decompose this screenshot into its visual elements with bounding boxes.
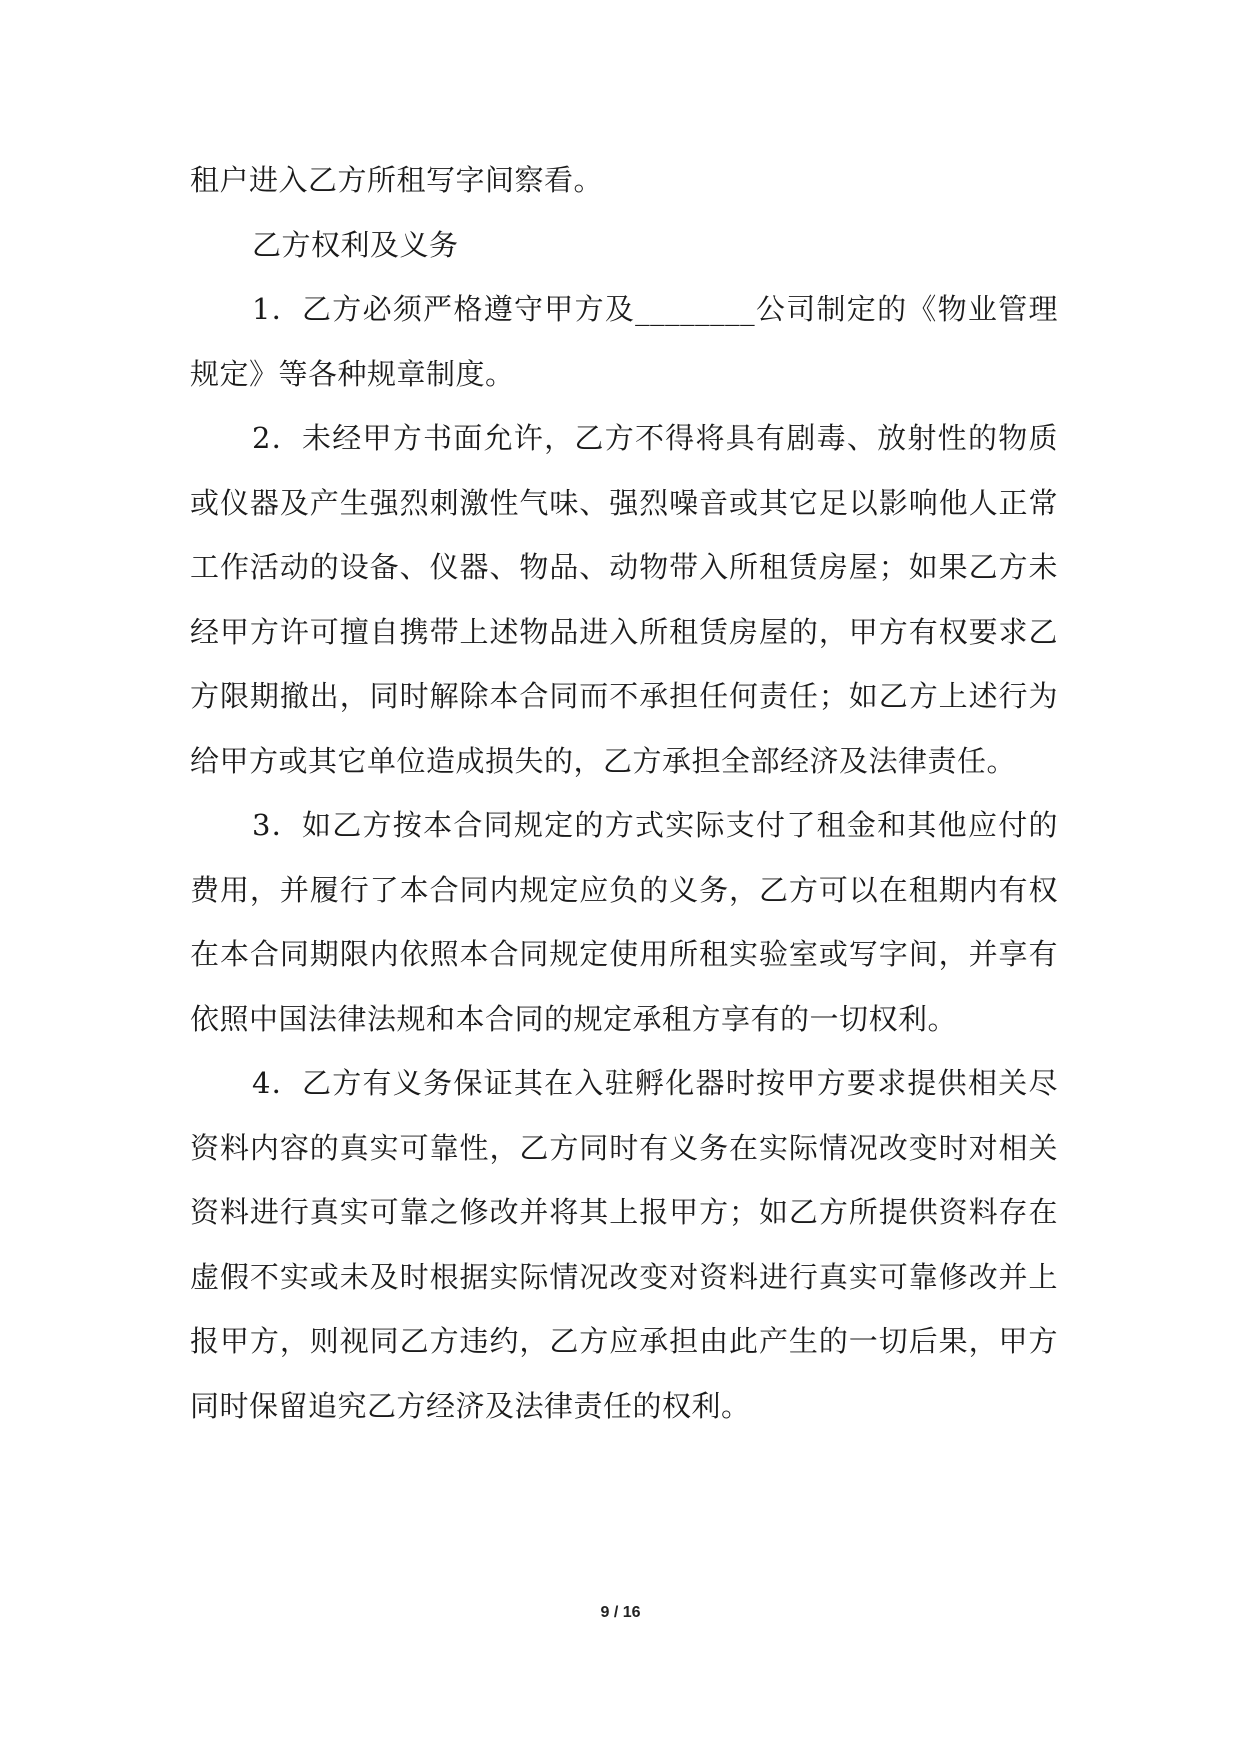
clause-3: 3．如乙方按本合同规定的方式实际支付了租金和其他应付的费用，并履行了本合同内规定应负的义务，乙方可以在租期内有权在本合同期限内依照本合同规定使用所租实验室或写字间，并享有依照中国法律法规和本合同的规定承租方享有的一切权利。 (190, 808, 1058, 1036)
clause-2: 2．未经甲方书面允许，乙方不得将具有剧毒、放射性的物质或仪器及产生强烈刺激性气味、强烈噪音或其它足以影响他人正常工作活动的设备、仪器、物品、动物带入所租赁房屋；如果乙方未经甲方许可擅自携带上述物品进入所租赁房屋的，甲方有权要求乙方限期撤出，同时解除本合同而不承担任何责任；如乙方上述行为给甲方或其它单位造成损失的，乙方承担全部经济及法律责任。 (190, 421, 1058, 778)
section-heading: 乙方权利及义务 (252, 227, 459, 262)
page-number: 9 / 16 (600, 1604, 641, 1621)
clause-4: 4．乙方有义务保证其在入驻孵化器时按甲方要求提供相关尽资料内容的真实可靠性，乙方同时有义务在实际情况改变时对相关资料进行真实可靠之修改并将其上报甲方；如乙方所提供资料存在虚假不实或未及时根据实际情况改变对资料进行真实可靠修改并上报甲方，则视同乙方违约，乙方应承担由此产生的一切后果，甲方同时保留追究乙方经济及法律责任的权利。 (190, 1066, 1058, 1423)
document-body (190, 148, 1058, 1438)
clause-1: 1．乙方必须严格遵守甲方及________公司制定的《物业管理规定》等各种规章制度。 (190, 292, 1058, 391)
paragraph-continuation: 租户进入乙方所租写字间察看。 (190, 163, 604, 197)
